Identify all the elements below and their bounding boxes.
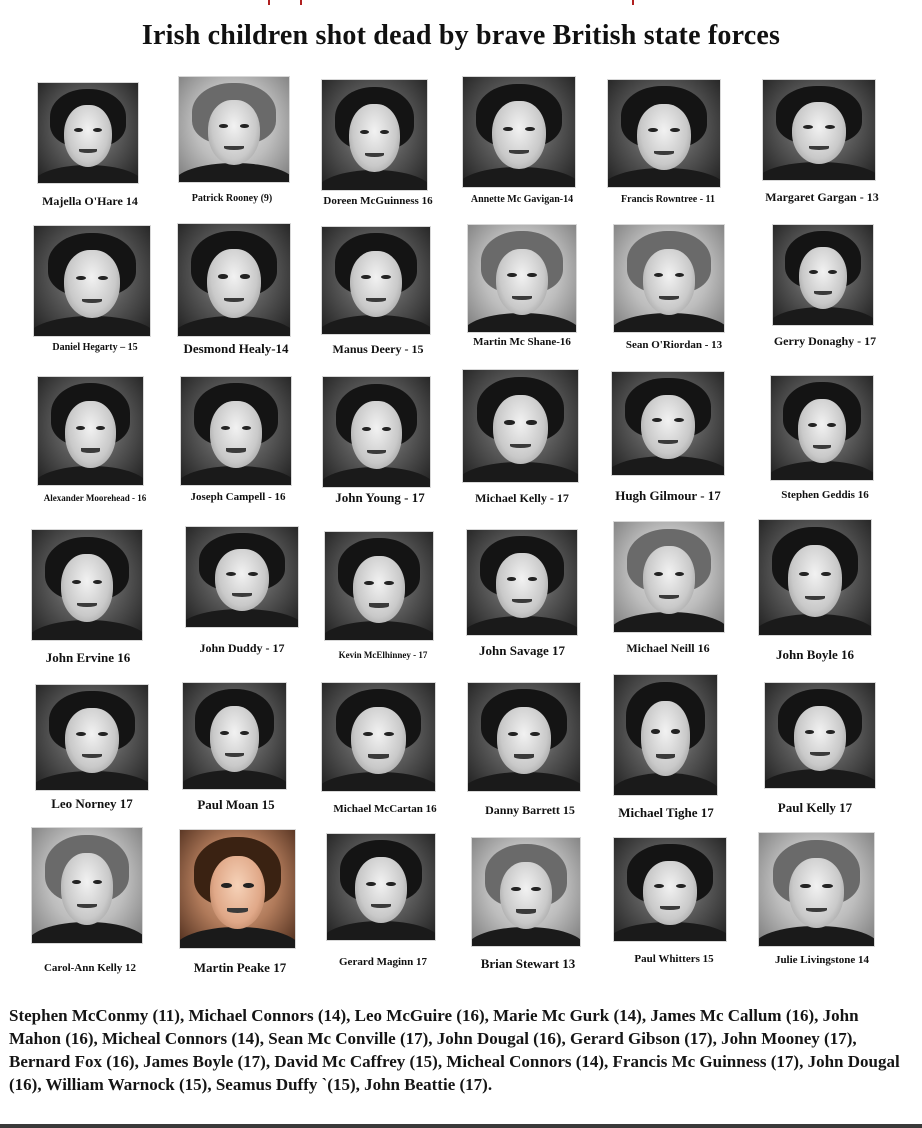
portrait-caption: Michael Kelly - 17 [475, 491, 569, 505]
portrait-caption: Doreen McGuinness 16 [323, 195, 433, 207]
portrait-caption: Leo Norney 17 [51, 796, 133, 811]
portrait-caption: Danny Barrett 15 [485, 803, 575, 817]
portrait-photo [759, 833, 874, 946]
portrait-photo [322, 227, 430, 334]
portrait-photo [181, 377, 291, 485]
portrait-photo [322, 683, 435, 791]
portrait-caption: Daniel Hegarty – 15 [52, 342, 138, 353]
portrait-caption: Margaret Gargan - 13 [765, 190, 879, 204]
portrait-photo [763, 80, 875, 180]
portrait-photo [614, 225, 724, 332]
portrait-photo [179, 77, 289, 182]
portrait-photo [614, 522, 724, 632]
portrait-caption: Alexander Moorehead - 16 [43, 493, 147, 503]
portrait-caption: Kevin McElhinney - 17 [338, 650, 428, 660]
portrait-caption: Julie Livingstone 14 [774, 954, 870, 966]
portrait-photo [38, 377, 143, 485]
portrait-photo [759, 520, 871, 635]
portrait-photo [773, 225, 873, 325]
portrait-photo [468, 225, 576, 332]
portrait-photo [463, 370, 578, 482]
portrait-caption: Gerry Donaghy - 17 [773, 334, 877, 348]
portrait-photo [180, 830, 295, 948]
portrait-photo [178, 224, 290, 336]
portrait-caption: Stephen Geddis 16 [781, 489, 869, 501]
portrait-caption: Michael Neill 16 [626, 641, 710, 655]
portrait-caption: Carol-Ann Kelly 12 [43, 962, 137, 974]
portrait-photo [765, 683, 875, 788]
bottom-bar [0, 1124, 922, 1128]
portrait-caption: John Boyle 16 [775, 647, 854, 662]
portrait-caption: Joseph Campell - 16 [190, 491, 286, 503]
portrait-caption: Francis Rowntree - 11 [621, 194, 715, 205]
portrait-caption: Martin Peake 17 [193, 960, 287, 975]
portrait-photo [327, 834, 435, 940]
portrait-caption: John Savage 17 [479, 643, 565, 658]
portrait-photo [612, 372, 724, 475]
portrait-photo [771, 376, 873, 480]
page-title: Irish children shot dead by brave British state forces [141, 20, 781, 51]
portrait-photo [34, 226, 150, 336]
portrait-caption: Paul Whitters 15 [634, 953, 714, 965]
portrait-caption: Martin Mc Shane-16 [473, 336, 571, 348]
portrait-caption: Majella O'Hare 14 [42, 194, 138, 208]
portrait-photo [472, 838, 580, 946]
portrait-photo [325, 532, 433, 640]
portrait-caption: John Ervine 16 [45, 650, 131, 665]
additional-names-paragraph: Stephen McConmy (11), Michael Connors (14), Leo McGuire (16), Marie Mc Gurk (14), James Mc Callum (16), John Mahon (16), Micheal Connors (14), Sean Mc Conville (17), John Dougal (16), Gerard Gibson (17), John Mooney (17), Bernard Fox (16), James Boyle (17), David Mc Caffrey (15), Micheal Connors (14), Francis Mc Guinness (17), John Dougal (16), William Warnock (15), Seamus Duffy `(15), John Beattie (17). [9, 1006, 900, 1094]
portrait-photo [463, 77, 575, 187]
portrait-caption: John Duddy - 17 [199, 641, 285, 655]
portrait-caption: Brian Stewart 13 [480, 956, 576, 971]
portrait-photo [32, 828, 142, 943]
portrait-caption: John Young - 17 [335, 490, 425, 505]
portrait-caption: Gerard Maginn 17 [339, 956, 427, 968]
portrait-caption: Hugh Gilmour - 17 [615, 488, 721, 503]
portrait-caption: Paul Kelly 17 [777, 800, 853, 815]
portrait-caption: Annette Mc Gavigan-14 [470, 194, 574, 205]
portrait-photo [323, 377, 430, 487]
portrait-photo [614, 675, 717, 795]
portrait-caption: Michael McCartan 16 [333, 803, 437, 815]
portrait-photo [467, 530, 577, 635]
portrait-caption: Sean O'Riordan - 13 [625, 339, 723, 351]
portrait-photo [36, 685, 148, 790]
portrait-photo [32, 530, 142, 640]
portrait-caption: Desmond Healy-14 [183, 341, 289, 356]
portrait-caption: Patrick Rooney (9) [191, 193, 273, 204]
portrait-photo [183, 683, 286, 789]
portrait-caption: Paul Moan 15 [197, 797, 275, 812]
portrait-photo [322, 80, 427, 190]
portrait-photo [468, 683, 580, 791]
portrait-photo [38, 83, 138, 183]
portrait-caption: Michael Tighe 17 [618, 805, 714, 820]
portrait-caption: Manus Deery - 15 [332, 342, 424, 356]
portrait-photo [614, 838, 726, 941]
portrait-photo [608, 80, 720, 187]
portrait-photo [186, 527, 298, 627]
